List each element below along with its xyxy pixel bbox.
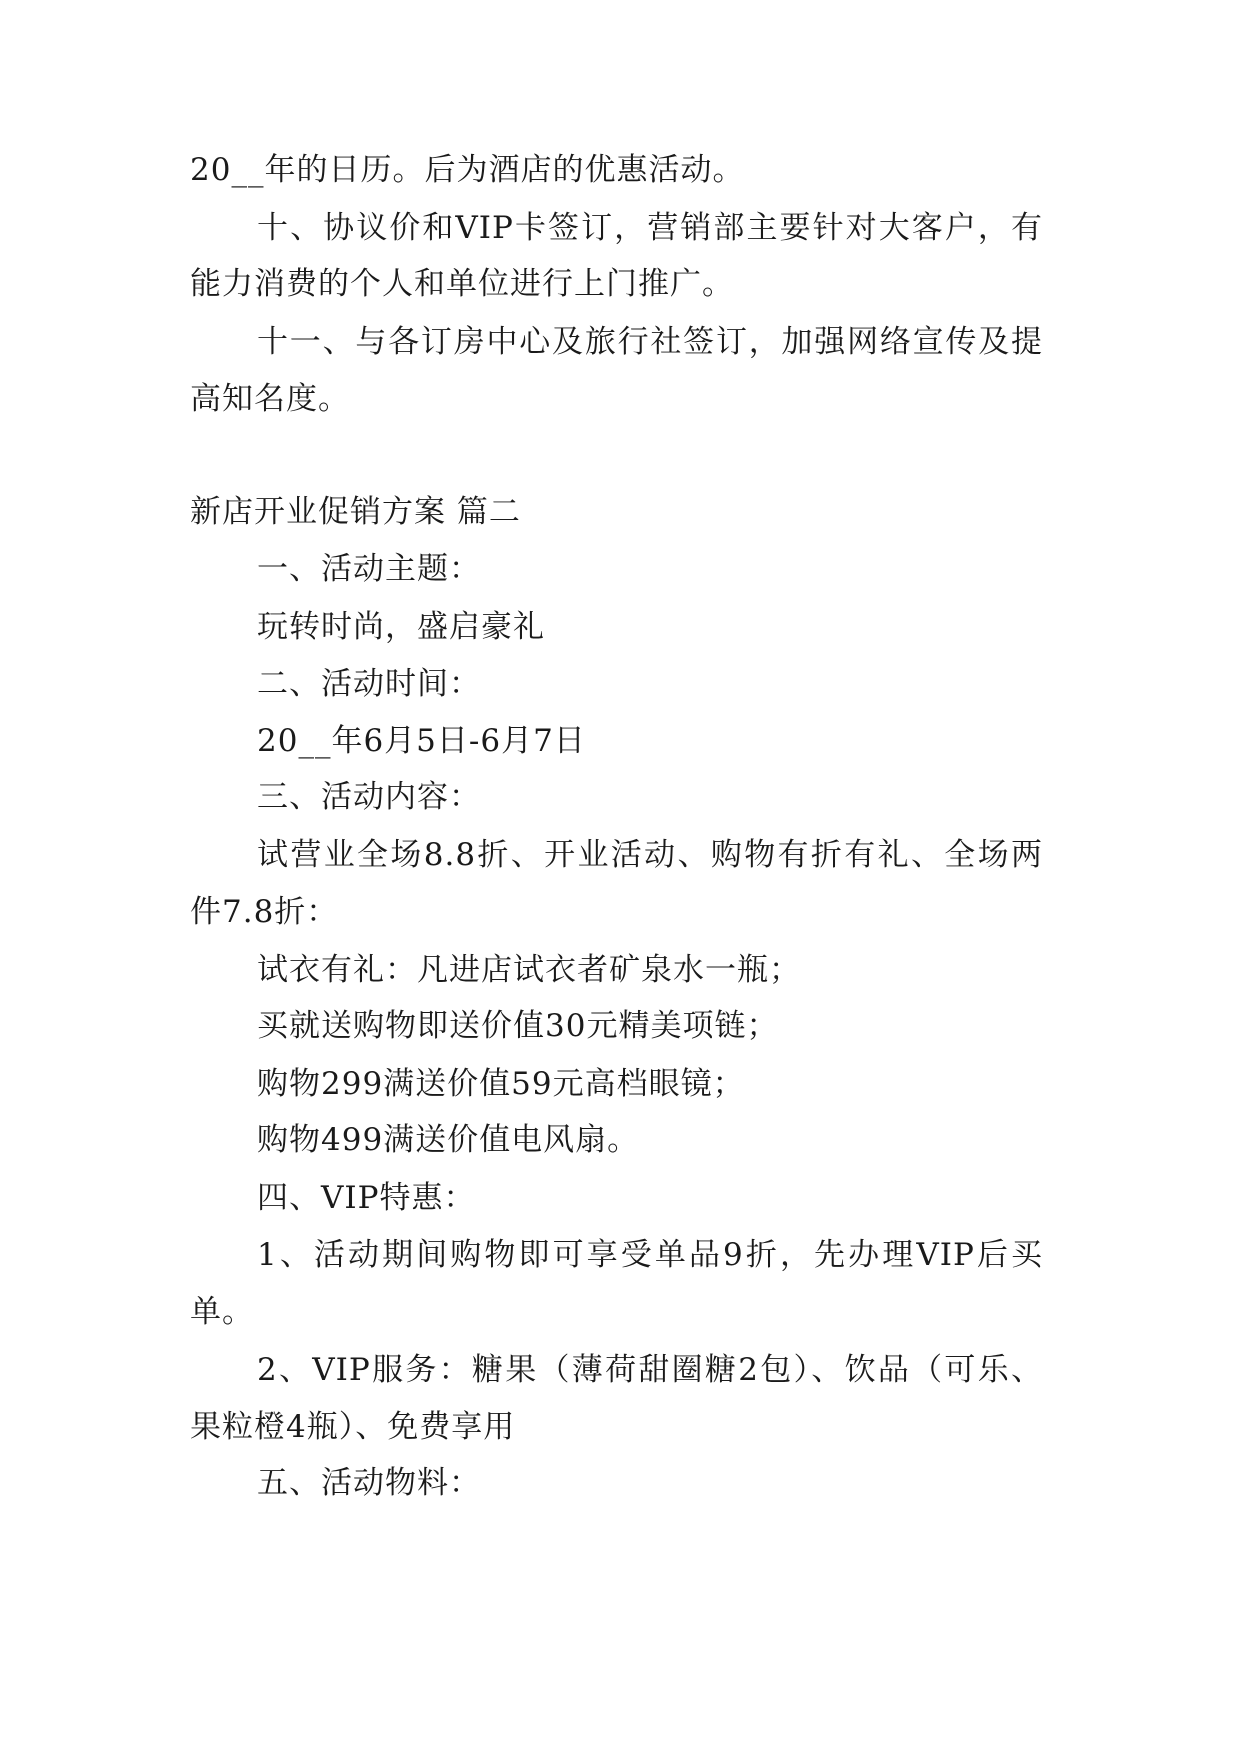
paragraph-line: 玩转时尚，盛启豪礼: [257, 609, 545, 645]
paragraph-line: 能力消费的个人和单位进行上门推广。: [190, 266, 734, 302]
paragraph-line: 2、VIP服务：糖果（薄荷甜圈糖2包）、饮品（可乐、: [257, 1352, 1043, 1388]
paragraph-line: 一、活动主题：: [257, 551, 481, 587]
paragraph-line: 单。: [190, 1294, 254, 1330]
paragraph-line: 果粒橙4瓶）、免费享用: [190, 1409, 516, 1445]
paragraph-line: 买就送购物即送价值30元精美项链；: [257, 1008, 779, 1044]
paragraph-line: 20__年6月5日-6月7日: [257, 723, 586, 759]
paragraph-line: 三、活动内容：: [257, 779, 481, 815]
paragraph-line: 十一、与各订房中心及旅行社签订，加强网络宣传及提: [257, 324, 1043, 360]
paragraph-line: 试衣有礼：凡进店试衣者矿泉水一瓶；: [257, 952, 801, 988]
paragraph-line: 高知名度。: [190, 381, 350, 417]
paragraph-line: 20__年的日历。后为酒店的优惠活动。: [190, 152, 745, 188]
paragraph-line: 二、活动时间：: [257, 666, 481, 702]
paragraph-line: 试营业全场8.8折、开业活动、购物有折有礼、全场两: [257, 837, 1043, 873]
paragraph-line: 件7.8折：: [190, 894, 339, 930]
paragraph-line: 五、活动物料：: [257, 1465, 481, 1501]
paragraph-line: 购物499满送价值电风扇。: [257, 1122, 640, 1158]
paragraph-line: 十、协议价和VIP卡签订，营销部主要针对大客户，有: [257, 210, 1043, 246]
paragraph-line: 四、VIP特惠：: [257, 1180, 476, 1216]
paragraph-line: 1、活动期间购物即可享受单品9折，先办理VIP后买: [257, 1237, 1043, 1273]
paragraph-line: 购物299满送价值59元高档眼镜；: [257, 1066, 745, 1102]
section-heading: 新店开业促销方案 篇二: [190, 494, 521, 530]
